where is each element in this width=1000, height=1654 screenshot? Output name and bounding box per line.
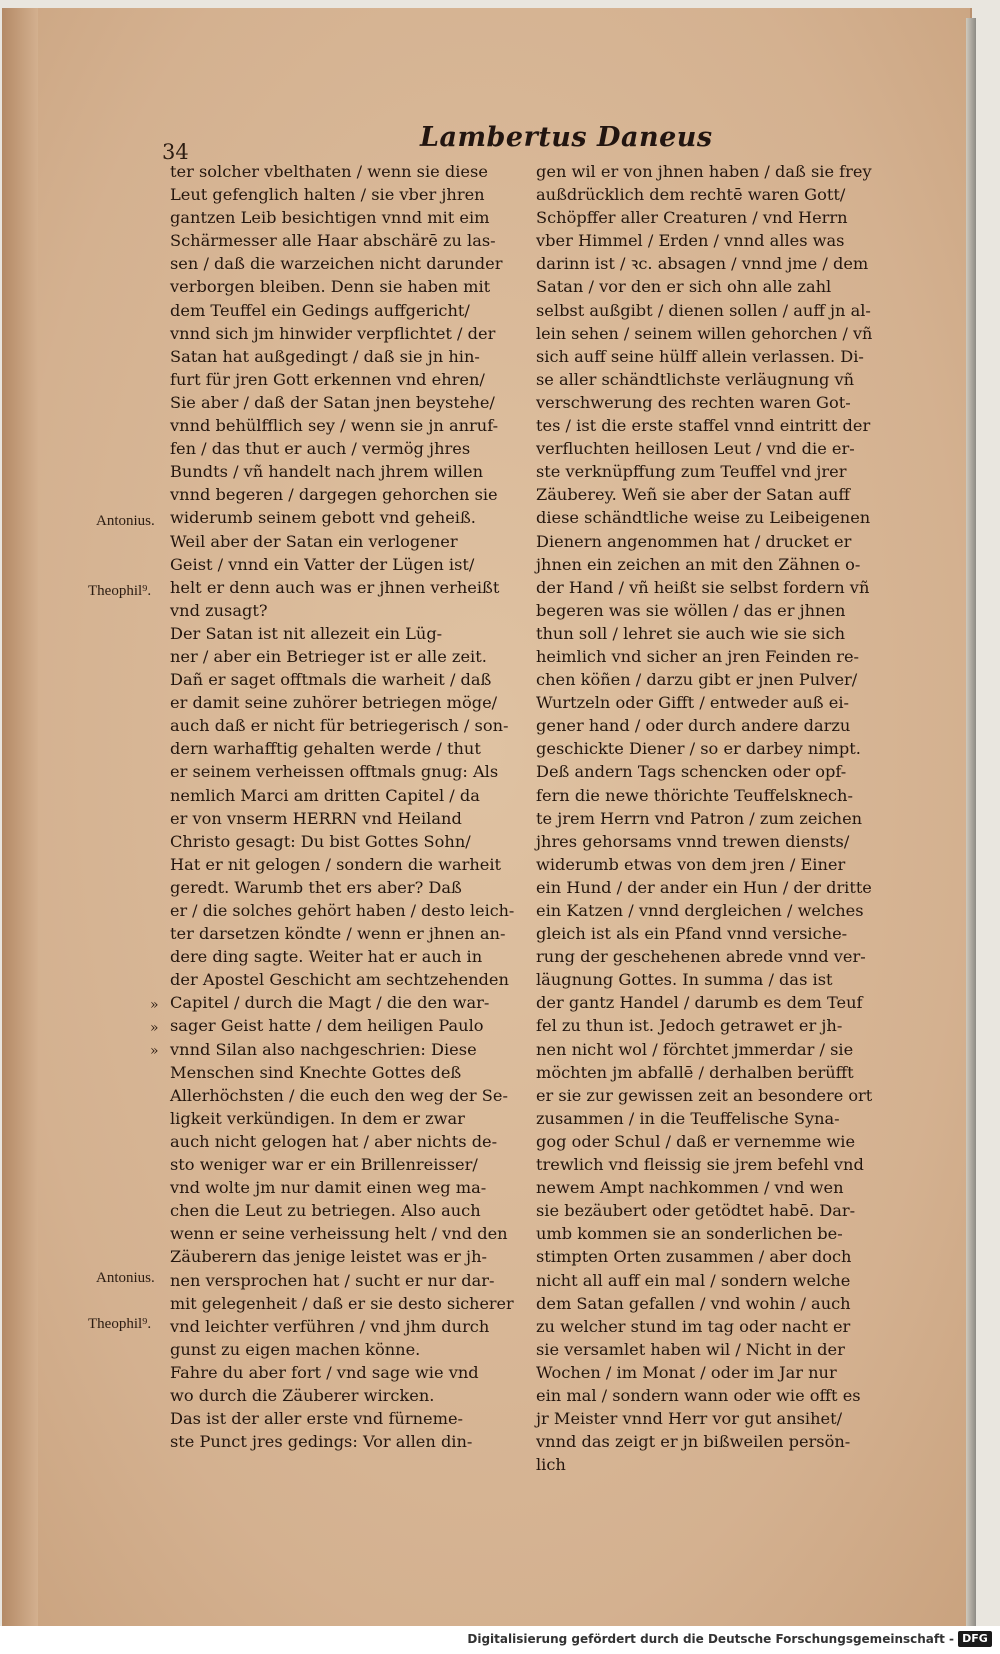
text-line: gantzen Leib besichtigen vnnd mit eim [170, 208, 490, 228]
text-line: lein sehen / seinem willen gehorchen / vñ [536, 323, 873, 343]
text-line: sie versamlet haben wil / Nicht in der [536, 1339, 845, 1359]
text-line: chen die Leut zu betriegen. Also auch [170, 1201, 481, 1221]
text-line: sto weniger war er ein Brillenreisser/ [170, 1155, 478, 1175]
text-line: gleich ist als ein Pfand vnnd versiche- [536, 924, 848, 944]
text-line: heimlich vnd sicher an jren Feinden re- [536, 646, 859, 666]
text-line: Zäuberey. Weñ sie aber der Satan auff [536, 485, 850, 505]
text-line: umb kommen sie an sonderlichen be- [536, 1224, 843, 1244]
text-line: begeren was sie wöllen / das er jhnen [536, 600, 846, 620]
text-line: jhres gehorsams vnnd trewen diensts/ [536, 831, 850, 851]
margin-label-theophilus: Theophil⁹. [88, 583, 152, 599]
text-line: ein Katzen / vnnd dergleichen / welches [536, 901, 864, 920]
quote-mark: » [150, 1020, 159, 1036]
text-line: diese schändtliche weise zu Leibeigenen [536, 508, 871, 528]
text-line: fern die newe thörichte Teuffelsknech- [536, 785, 853, 805]
text-line: ner / aber ein Betrieger ist er alle zeit. [170, 646, 487, 666]
text-line: er von vnserm HERRN vnd Heiland [170, 808, 462, 828]
text-line: vnd leichter verführen / vnd jhm durch [170, 1316, 490, 1336]
text-line: trewlich vnd fleissig sie jrem befehl vnd [536, 1155, 864, 1175]
text-line: Der Satan ist nit allezeit ein Lüg- [170, 623, 443, 643]
text-line: er damit seine zuhörer betriegen möge/ [170, 693, 498, 713]
text-line: auch daß er nicht für betriegerisch / son- [170, 716, 509, 736]
text-line: darinn ist / ꝛc. absagen / vnnd jme / dem [536, 254, 869, 274]
text-line: rung der geschehenen abrede vnnd ver- [536, 947, 866, 967]
text-line: chen köñen / darzu gibt er jnen Pulver/ [536, 670, 858, 690]
text-line: verschwerung des rechten waren Got- [536, 392, 851, 412]
text-line: fel zu thun ist. Jedoch getrawet er jh- [536, 1016, 843, 1036]
quote-mark: » [150, 997, 159, 1013]
text-line: zusammen / in die Teuffelische Syna- [536, 1108, 840, 1128]
left-text-column [170, 160, 514, 1453]
text-line: der Hand / vñ heißt sie selbst fordern vñ [536, 577, 870, 597]
text-line: Geist / vnnd ein Vatter der Lügen ist/ [170, 554, 475, 574]
right-text-column [536, 160, 872, 1476]
text-line: sie bezäubert oder getödtet habē. Dar- [536, 1201, 856, 1221]
text-line: gen wil er von jhnen haben / daß sie frey [536, 162, 872, 181]
text-line: Bundts / vñ handelt nach jhrem willen [170, 462, 484, 482]
text-line: Dienern angenommen hat / drucket er [536, 531, 852, 551]
text-line: Deß andern Tags schencken oder opf- [536, 762, 847, 782]
text-line: Schöpffer aller Creaturen / vnd Herrn [536, 208, 848, 228]
text-line: vber Himmel / Erden / vnnd alles was [536, 231, 845, 251]
page-edge [966, 18, 976, 1638]
text-line: Christo gesagt: Du bist Gottes Sohn/ [170, 831, 471, 851]
text-line: Dañ er saget offtmals die warheit / daß [170, 670, 492, 690]
text-line: vnnd behülfflich sey / wenn sie jn anruf- [170, 416, 499, 436]
text-line: se aller schändtlichste verläugnung vñ [536, 369, 855, 389]
text-line: Leut gefenglich halten / sie vber jhren [170, 185, 485, 205]
text-line: Wochen / im Monat / oder im Jar nur [536, 1362, 837, 1382]
text-line: geredt. Warumb thet ers aber? Daß [170, 877, 462, 897]
text-line: sich auff seine hülff allein verlassen. Di- [536, 346, 864, 366]
text-line: dem Teuffel ein Gedings auffgericht/ [170, 300, 470, 320]
text-line: außdrücklich dem rechtē waren Gott/ [536, 185, 846, 205]
margin-label-antonius: Antonius. [96, 513, 155, 529]
text-line: Satan hat außgedingt / daß sie jn hin- [170, 346, 480, 366]
text-line: Wurtzeln oder Gifft / entweder auß ei- [536, 693, 849, 713]
text-line: vnnd das zeigt er jn bißweilen persön- [536, 1432, 851, 1452]
text-line: nicht all auff ein mal / sondern welche [536, 1270, 851, 1290]
text-line: Weil aber der Satan ein verlogener [170, 531, 458, 551]
text-line: dere ding sagte. Weiter hat er auch in [170, 947, 483, 967]
dfg-logo: DFG [958, 1631, 992, 1647]
text-line: Capitel / durch die Magt / die den war- [170, 993, 490, 1013]
text-line: geschickte Diener / so er darbey nimpt. [536, 739, 861, 759]
text-line: gener hand / oder durch andere darzu [536, 716, 851, 736]
text-line: Menschen sind Knechte Gottes deß [170, 1062, 462, 1082]
text-line: Satan / vor den er sich ohn alle zahl [536, 277, 832, 297]
text-line: er seinem verheissen offtmals gnug: Als [170, 762, 499, 782]
text-line: Hat er nit gelogen / sondern die warheit [170, 854, 502, 874]
text-line: Das ist der aller erste vnd fürneme- [170, 1409, 464, 1429]
text-line: verborgen bleiben. Denn sie haben mit [170, 277, 491, 297]
text-line: läugnung Gottes. In summa / das ist [536, 970, 833, 990]
page-gutter [2, 8, 38, 1648]
text-line: newem Ampt nachkommen / vnd wen [536, 1178, 844, 1198]
text-line: tes / ist die erste staffel vnnd eintritt der [536, 416, 871, 436]
text-line: lich [536, 1455, 566, 1475]
text-line: jhnen ein zeichen an mit den Zähnen o- [536, 554, 861, 574]
text-line: fen / das thut er auch / vermög jhres [170, 439, 471, 459]
running-head-title: Lambertus Daneus [420, 122, 713, 153]
text-line: dern warhafftig gehalten werde / thut [170, 739, 481, 759]
text-line: widerumb etwas von dem jren / Einer [536, 854, 846, 874]
text-line: vnd wolte jm nur damit einen weg ma- [170, 1178, 487, 1198]
text-line: vnnd begeren / dargegen gehorchen sie [170, 485, 498, 505]
text-line: furt für jren Gott erkennen vnd ehren/ [170, 369, 485, 389]
text-line: te jrem Herrn vnd Patron / zum zeichen [536, 808, 863, 828]
text-line: er sie zur gewissen zeit an besondere ort [536, 1085, 873, 1105]
text-line: sen / daß die warzeichen nicht darunder [170, 254, 503, 274]
text-line: ein mal / sondern wann oder wie offt es [536, 1385, 861, 1405]
text-line: widerumb seinem gebott vnd geheiß. [170, 508, 476, 528]
text-line: stimpten Orten zusammen / aber doch [536, 1247, 852, 1267]
text-line: ligkeit verkündigen. In dem er zwar [170, 1108, 465, 1128]
text-line: ter solcher vbelthaten / wenn sie diese [170, 162, 488, 181]
text-line: mit gelegenheit / daß er sie desto sicherer [170, 1293, 514, 1313]
page-number: 34 [162, 140, 189, 164]
text-line: Zäuberern das jenige leistet was er jh- [170, 1247, 487, 1267]
text-line: vnnd sich jm hinwider verpflichtet / der [170, 323, 496, 343]
text-line: selbst außgibt / dienen sollen / auff jn al- [536, 300, 871, 320]
margin-label-theophilus: Theophil⁹. [88, 1316, 152, 1332]
text-line: der Apostel Geschicht am sechtzehenden [170, 970, 509, 990]
margin-label-antonius: Antonius. [96, 1270, 155, 1286]
running-head [2, 120, 970, 164]
text-line: er / die solches gehört haben / desto leich- [170, 901, 515, 920]
text-line: ein Hund / der ander ein Hun / der dritte [536, 877, 872, 897]
text-line: zu welcher stund im tag oder nacht er [536, 1316, 851, 1336]
text-line: Allerhöchsten / die euch den weg der Se- [170, 1085, 508, 1105]
text-line: Fahre du aber fort / vnd sage wie vnd [170, 1362, 479, 1382]
text-line: nen nicht wol / förchtet jmmerdar / sie [536, 1039, 854, 1059]
text-line: ste Punct jres gedings: Vor allen din- [170, 1432, 473, 1452]
text-line: vnd zusagt? [170, 600, 268, 620]
book-page [2, 8, 972, 1648]
text-line: Sie aber / daß der Satan jnen beystehe/ [170, 392, 495, 412]
text-line: vnnd Silan also nachgeschrien: Diese [170, 1039, 477, 1059]
footer-bar [0, 1626, 1000, 1654]
text-line: gunst zu eigen machen könne. [170, 1339, 421, 1359]
text-line: dem Satan gefallen / vnd wohin / auch [536, 1293, 851, 1313]
text-line: der gantz Handel / darumb es dem Teuf [536, 993, 863, 1013]
text-line: ter darsetzen köndte / wenn er jhnen an- [170, 924, 506, 944]
text-line: wo durch die Zäuberer wircken. [170, 1385, 435, 1405]
text-line: jr Meister vnnd Herr vor gut ansihet/ [536, 1409, 843, 1429]
funding-credit: Digitalisierung gefördert durch die Deutsche Forschungsgemeinschaft - [467, 1632, 954, 1646]
quote-mark: » [150, 1043, 159, 1059]
text-line: auch nicht gelogen hat / aber nichts de- [170, 1131, 498, 1151]
text-line: ste verknüpffung zum Teuffel vnd jrer [536, 462, 847, 482]
text-line: sager Geist hatte / dem heiligen Paulo [170, 1016, 484, 1036]
text-line: möchten jm abfallē / derhalben berüfft [536, 1062, 854, 1082]
text-line: verfluchten heillosen Leut / vnd die er- [536, 439, 855, 459]
text-line: nen versprochen hat / sucht er nur dar- [170, 1270, 495, 1290]
text-line: gog oder Schul / daß er vernemme wie [536, 1131, 856, 1151]
text-line: wenn er seine verheissung helt / vnd den [170, 1224, 508, 1244]
text-line: helt er denn auch was er jhnen verheißt [170, 577, 500, 597]
text-line: thun soll / lehret sie auch wie sie sich [536, 623, 846, 643]
text-line: Schärmesser alle Haar abschärē zu las- [170, 231, 496, 251]
text-line: nemlich Marci am dritten Capitel / da [170, 785, 480, 805]
